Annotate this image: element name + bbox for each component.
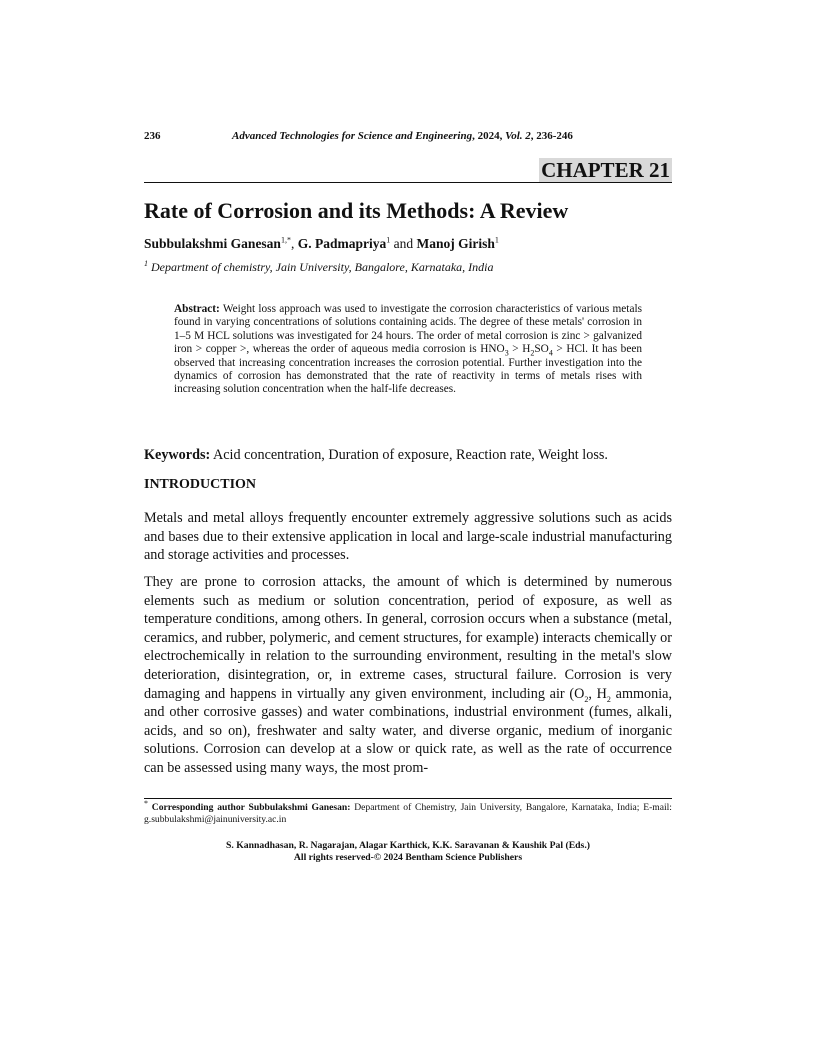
chapter-label: CHAPTER 21 <box>541 158 670 182</box>
author-name: Manoj Girish <box>416 236 495 251</box>
subscript: 2 <box>606 694 611 704</box>
article-title: Rate of Corrosion and its Methods: A Review <box>144 198 569 223</box>
abstract-text: > H <box>508 343 531 356</box>
author-affiliation-mark: 1 <box>494 235 499 245</box>
author-name: G. Padmapriya <box>297 236 387 251</box>
author-separator: and <box>390 236 417 251</box>
footer-editors: S. Kannadhasan, R. Nagarajan, Alagar Karthick, K.K. Saravanan & Kaushik Pal (Eds.) <box>226 840 590 851</box>
footnote <box>144 798 672 826</box>
affiliation-mark: 1 <box>144 259 148 268</box>
abstract-text: SO <box>534 343 549 356</box>
footnote-label: Corresponding author Subbulakshmi Ganesan: <box>151 802 351 813</box>
author-affiliation-mark: 1 <box>386 235 391 245</box>
affiliation <box>144 260 494 275</box>
subscript: 3 <box>504 348 509 358</box>
paragraph-text: ammonia, and other corrosive gasses) and water combinations, industrial environment (fumes, alkali, acids, and so on), freshwater and salty water, and diverse organic, medium of inorganic solutions. Corrosion can develop at a slow or quick rate, as well as the rate of occurrence can be assessed using many ways, the most prom- <box>144 685 673 776</box>
page-number: 236 <box>144 130 161 142</box>
subscript: 2 <box>584 694 589 704</box>
paragraph-text: , H <box>588 685 607 702</box>
keywords <box>144 446 672 464</box>
body-paragraph: Metals and metal alloys frequently encounter extremely aggressive solutions such as acids and bases due to their extensive application in local and large-scale industrial manufacturing and storage activities and processes. <box>144 510 672 564</box>
abstract-label: Abstract: <box>174 303 220 315</box>
author-affiliation-mark: 1,* <box>280 235 291 245</box>
subscript: 2 <box>530 348 535 358</box>
abstract <box>174 303 642 397</box>
paragraph-text: They are prone to corrosion attacks, the amount of which is determined by numerous elements such as medium or solution concentration, period of exposure, as well as temperature conditions, among others. In general, corrosion occurs when a substance (metal, ceramics, and rubber, polymeric, and cement structures, for example) interacts chemically or electrochemically in relation to the surrounding environment, resulting in the metal's slow deterioration, disintegration, or, in extreme cases, structural failure. Corrosion is very damaging and happens in virtually any given environment, including air (O <box>144 574 672 702</box>
page-footer <box>144 840 672 864</box>
author-name: Subbulakshmi Ganesan <box>144 236 281 251</box>
footnote-divider <box>144 798 672 799</box>
header-divider <box>144 182 672 183</box>
journal-title: Advanced Technologies for Science and Engineering <box>232 130 473 142</box>
journal-volume: Vol. 2 <box>505 130 531 142</box>
keywords-label: Keywords: <box>144 447 211 463</box>
body-paragraph <box>144 573 672 778</box>
affiliation-text: Department of chemistry, Jain University, Bangalore, Karnataka, India <box>151 260 494 274</box>
journal-citation: Advanced Technologies for Science and Engineering, 2024, Vol. 2, 236-246 <box>232 130 573 142</box>
author-list <box>144 236 499 252</box>
section-heading: INTRODUCTION <box>144 477 257 492</box>
author-separator: , <box>290 236 298 251</box>
footnote-text: Department of Chemistry, Jain University, Bangalore, Karnataka, India; E-mail: g.subbulakshmi@jainuniversity.ac.in <box>144 802 672 825</box>
footnote-mark: * <box>144 798 148 808</box>
footer-rights: All rights reserved-© 2024 Bentham Science Publishers <box>293 852 523 863</box>
abstract-text: Weight loss approach was used to investigate the corrosion characteristics of various metals found in varying concentrations of solutions containing acids. The degree of these metals' corrosion in 1–5 M HCL solutions was investigated for 24 hours. The order of metal corrosion is zinc > galvanized iron > copper >, whereas the order of aqueous media corrosion is HNO <box>174 303 642 356</box>
abstract-text: > HCl. It has been observed that increasing concentration increases the corrosion potential. Further investigation into the dynamics of corrosion has demonstrated that the rate of reactivity in terms of metals rises with increasing solution concentration when the half-life decreases. <box>174 343 642 396</box>
journal-pages: 236-246 <box>536 130 573 142</box>
subscript: 4 <box>548 348 553 358</box>
journal-year: 2024 <box>477 130 500 142</box>
keywords-text: Acid concentration, Duration of exposure, Reaction rate, Weight loss. <box>212 447 608 463</box>
